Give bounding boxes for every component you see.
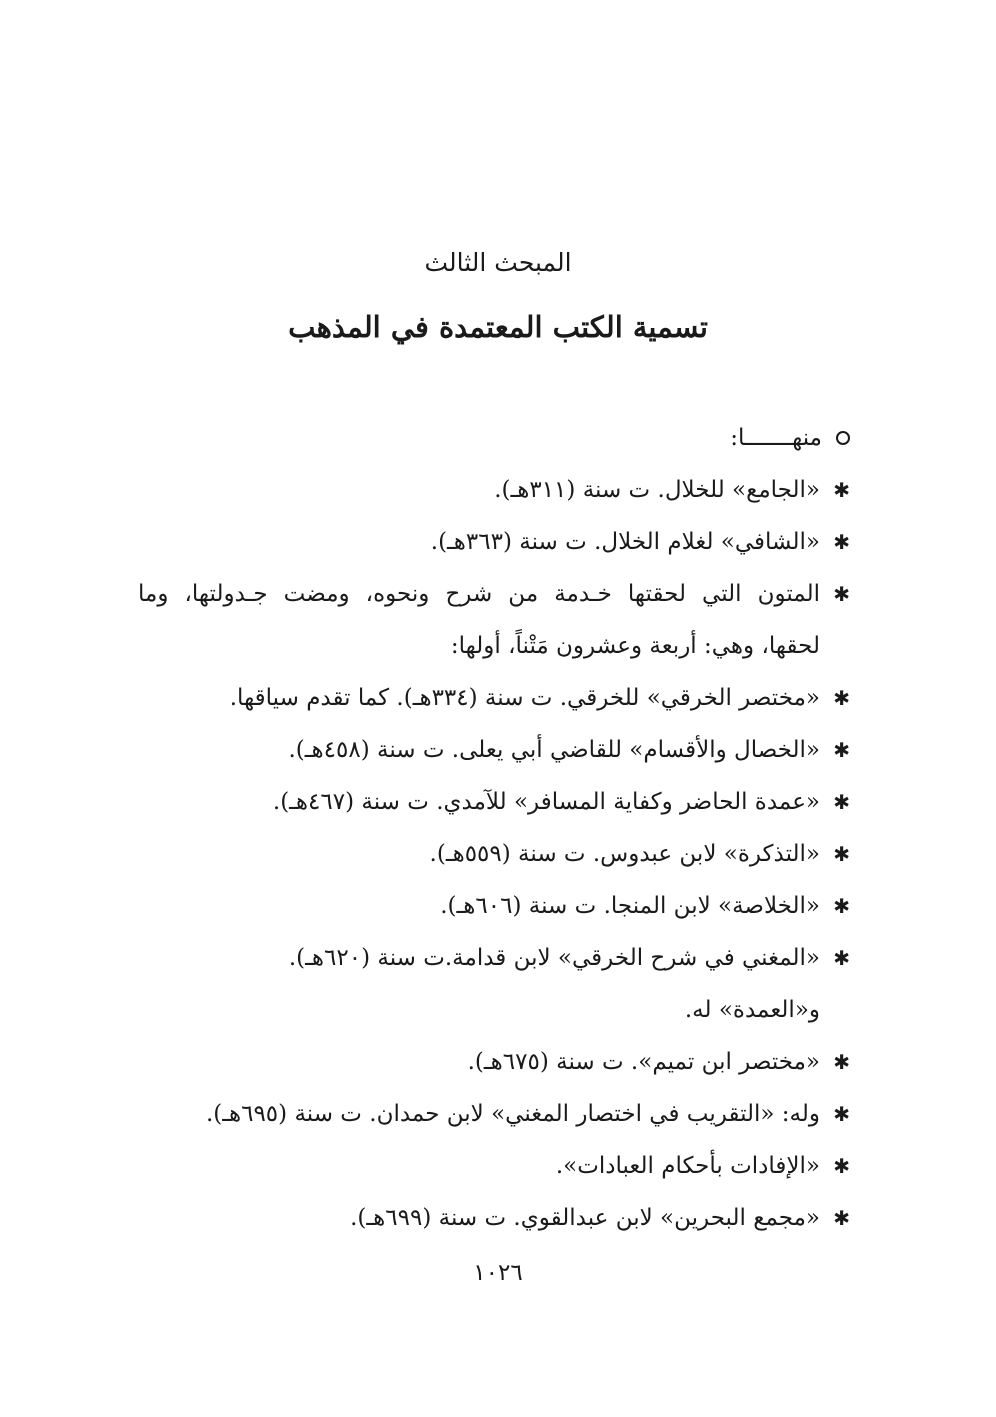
list-item: [138, 568, 850, 620]
asterisk-bullet-icon: ✱: [833, 1206, 850, 1230]
list-item: [138, 932, 850, 984]
list-item-text: «مختصر ابن تميم». ت سنة (٦٧٥هـ).: [467, 1049, 820, 1075]
page-number: ١٠٢٦: [473, 1260, 523, 1286]
list-item-text: «الشافي» لغلام الخلال. ت سنة (٣٦٣هـ).: [430, 529, 820, 555]
list-item: [138, 1192, 850, 1244]
list-item-text: «عمدة الحاضر وكفاية المسافر» للآمدي. ت سنة (٤٦٧هـ).: [272, 789, 820, 815]
section-title: تسمية الكتب المعتمدة في المذهب: [288, 310, 708, 344]
asterisk-bullet-icon: ✱: [833, 1050, 850, 1074]
asterisk-bullet-icon: ✱: [833, 894, 850, 918]
asterisk-bullet-icon: ✱: [833, 790, 850, 814]
asterisk-bullet-icon: ✱: [833, 946, 850, 970]
list-item-text: و«العمدة» له.: [684, 997, 820, 1023]
list-item: [138, 724, 850, 776]
intro-text: منهـــــــا:: [730, 425, 822, 451]
content-body: [138, 412, 850, 1244]
list-item-text: «الإفادات بأحكام العبادات».: [555, 1153, 820, 1179]
list-item-text: «مختصر الخرقي» للخرقي. ت سنة (٣٣٤هـ). كما تقدم سياقها.: [229, 685, 820, 711]
list-item: [138, 672, 850, 724]
asterisk-bullet-icon: ✱: [833, 686, 850, 710]
section-label: المبحث الثالث: [424, 248, 572, 277]
list-item-text: «المغني في شرح الخرقي» لابن قدامة.ت سنة (٦٢٠هـ).: [288, 945, 820, 971]
list-item: [138, 1140, 850, 1192]
list-item-text: «مجمع البحرين» لابن عبدالقوي. ت سنة (٦٩٩هـ).: [350, 1205, 820, 1231]
list-item-text: «الخصال والأقسام» للقاضي أبي يعلى. ت سنة (٤٥٨هـ).: [288, 737, 820, 763]
asterisk-bullet-icon: ✱: [833, 582, 850, 606]
list-item: [138, 1036, 850, 1088]
intro-line: [138, 412, 850, 464]
asterisk-bullet-icon: ✱: [833, 530, 850, 554]
list-item: [138, 776, 850, 828]
list-item-text: «الجامع» للخلال. ت سنة (٣١١هـ).: [494, 477, 820, 503]
asterisk-bullet-icon: ✱: [833, 738, 850, 762]
list-item: [138, 828, 850, 880]
list-item: [138, 880, 850, 932]
circle-bullet-icon: [836, 431, 850, 445]
list-item: [138, 1088, 850, 1140]
asterisk-bullet-icon: ✱: [833, 1154, 850, 1178]
list-item-continuation: [138, 984, 850, 1036]
list-item-text: لحقها، وهي: أربعة وعشرون مَتْناً، أولها:: [450, 633, 820, 659]
asterisk-bullet-icon: ✱: [833, 842, 850, 866]
list-item-text: «التذكرة» لابن عبدوس. ت سنة (٥٥٩هـ).: [429, 841, 820, 867]
list-item: [138, 516, 850, 568]
asterisk-bullet-icon: ✱: [833, 478, 850, 502]
asterisk-bullet-icon: ✱: [833, 1102, 850, 1126]
list-item-text: وله: «التقريب في اختصار المغني» لابن حمدان. ت سنة (٦٩٥هـ).: [205, 1101, 820, 1127]
list-item: [138, 464, 850, 516]
list-item-continuation: [138, 620, 850, 672]
list-item-text: المتون التي لحقتها خـدمة من شرح ونحوه، ومضت جـدولتها، وما: [138, 581, 820, 607]
list-item-text: «الخلاصة» لابن المنجا. ت سنة (٦٠٦هـ).: [440, 893, 820, 919]
